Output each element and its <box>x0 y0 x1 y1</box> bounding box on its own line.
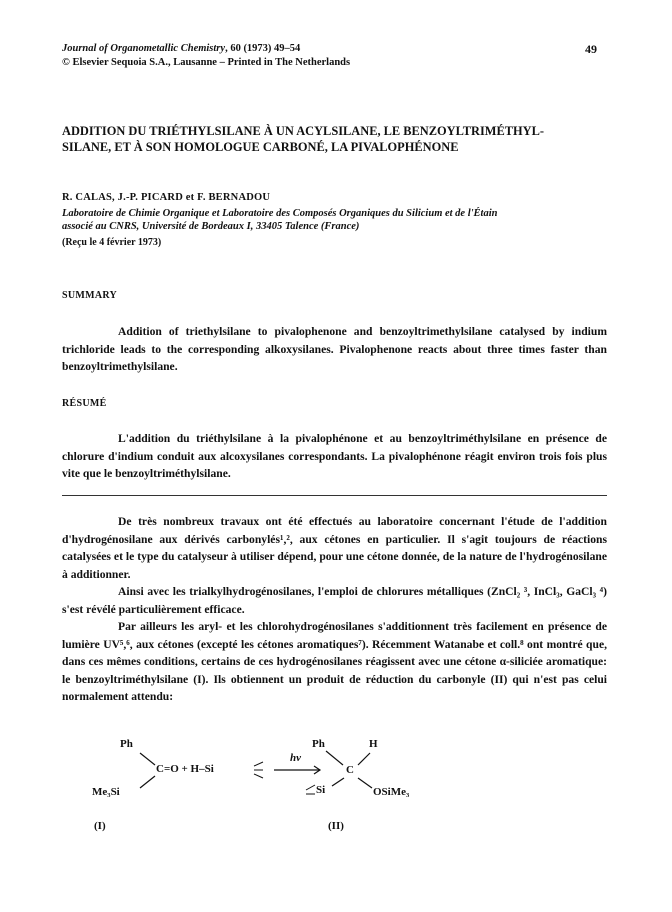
ph-right: Ph <box>312 738 325 750</box>
authors: R. CALAS, J.-P. PICARD et F. BERNADOU <box>62 192 271 203</box>
received-date: (Reçu le 4 février 1973) <box>62 237 162 248</box>
journal-citation <box>62 43 300 54</box>
summary-heading: SUMMARY <box>62 290 118 301</box>
affiliation <box>62 207 622 233</box>
title-line-1: ADDITION DU TRIÉTHYLSILANE À UN ACYLSILANE, LE BENZOYLTRIMÉTHYL- <box>62 124 544 138</box>
me3si-left: Me₃Si <box>92 786 120 798</box>
journal-volume: , 60 (1973) 49–54 <box>225 43 301 54</box>
publisher-line: © Elsevier Sequoia S.A., Lausanne – Printed in The Netherlands <box>62 57 351 68</box>
journal-name: Journal of Organometallic Chemistry <box>62 43 226 54</box>
summary-paragraph: Addition of triethylsilane to pivalophenone and benzoyltrimethylsilane catalysed by indium trichloride leads to the corresponding alkoxysilanes. Pivalophenone reacts about three times faster than benzoyltrimethylsilane. <box>62 325 607 373</box>
body-text <box>62 513 607 706</box>
resume-text <box>62 430 607 483</box>
compound-label-II: (II) <box>328 820 344 832</box>
body-paragraph-3: Par ailleurs les aryl- et les chlorohydrogénosilanes s'additionnent très facilement en présence de lumière UV⁵,⁶, aux cétones (excepté les cétones aromatiques⁷). Récemment Watanabe et coll.⁸ ont montré que, dans ces mêmes conditions, certains de ces hydrogénosilanes réagissent avec une cétone α-siliciée aromatique: le benzoyltriméthylsilane (I). Ils obtiennent un produit de réduction du carbonyle (II) qui n'est pas celui normalement attendu: <box>62 620 607 703</box>
reactants: C=O + H–Si <box>156 763 214 775</box>
affiliation-line-2: associé au CNRS, Université de Bordeaux I, 33405 Talence (France) <box>62 221 360 232</box>
body-paragraph-1: De très nombreux travaux ont été effectués au laboratoire concernant l'étude de l'addition d'hydrogénosilane aux dérivés carbonylés¹,², aux cétones en particulier. Il s'agit toujours de réactions catalysées et le type du catalyseur à utiliser dépend, pour une cétone donnée, de la nature de l'hydrogénosilane à additionner. <box>62 515 607 581</box>
reaction-scheme <box>62 732 607 842</box>
ph-left: Ph <box>120 738 133 750</box>
title-line-2: SILANE, ET À SON HOMOLOGUE CARBONÉ, LA PIVALOPHÉNONE <box>62 140 459 154</box>
h-right: H <box>369 738 378 750</box>
osime3-right: OSiMe₃ <box>373 786 410 798</box>
resume-paragraph: L'addition du triéthylsilane à la pivalophénone et au benzoyltriméthylsilane en présence de chlorure d'indium conduit aux alcoxysilanes correspondants. La pivalophénone réagit environ trois fois plus vite que le benzoyltriméthylsilane. <box>62 432 607 480</box>
affiliation-line-1: Laboratoire de Chimie Organique et Laboratoire des Composés Organiques du Silicium et de l'Étain <box>62 208 498 219</box>
summary-text <box>62 323 607 376</box>
section-divider <box>62 495 607 496</box>
page-number: 49 <box>585 42 597 56</box>
article-title <box>62 123 622 155</box>
body-paragraph-2: Ainsi avec les trialkylhydrogénosilanes, l'emploi de chlorures métalliques (ZnCl₂ ³, InCl₃, GaCl₃ ⁴) s'est révélé particulièrement efficace. <box>62 585 607 616</box>
c-right: C <box>346 764 354 776</box>
hv-label: hν <box>290 752 301 764</box>
resume-heading: RÉSUMÉ <box>62 398 107 409</box>
si-right: Si <box>316 784 326 796</box>
compound-label-I: (I) <box>94 820 106 832</box>
